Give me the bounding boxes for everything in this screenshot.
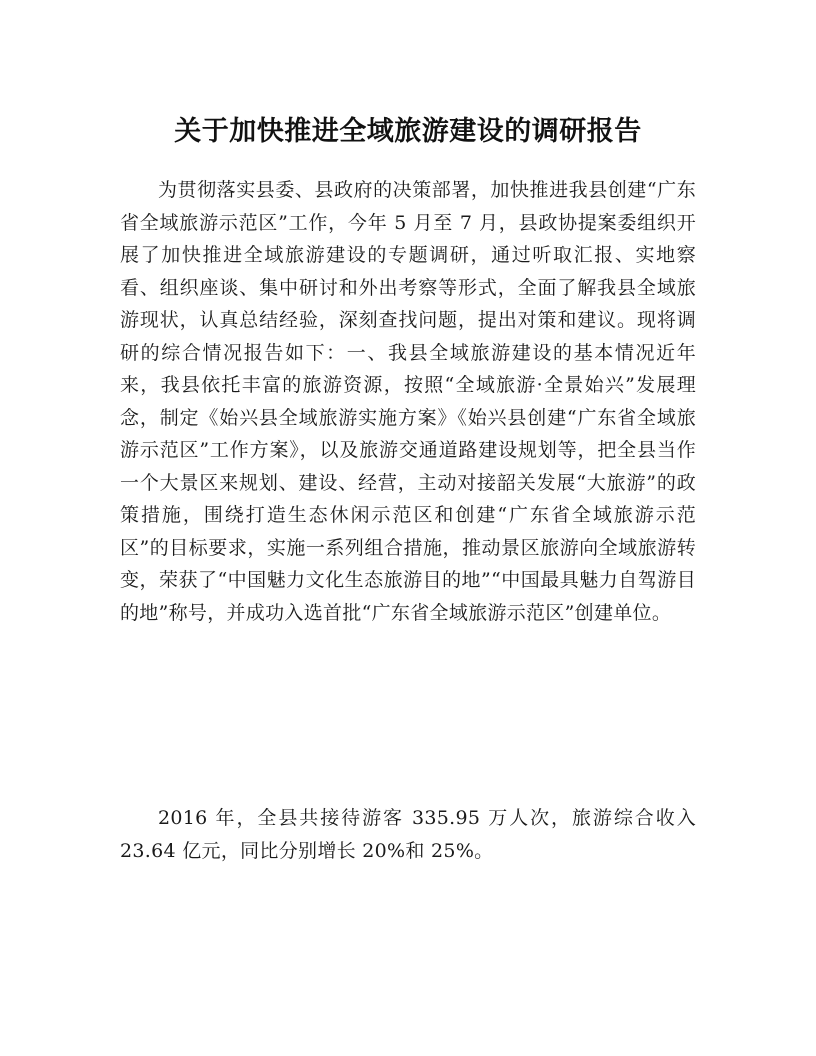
document-title: 关于加快推进全域旅游建设的调研报告 — [174, 116, 642, 147]
paragraph-statistics: 2016 年，全县共接待游客 335.95 万人次，旅游综合收入 23.64 亿元，同比分别增长 20%和 25%。 — [120, 807, 696, 862]
paragraph-intro: 为贯彻落实县委、县政府的决策部署，加快推进我县创建“广东省全域旅游示范区”工作，今年 5 月至 7 月，县政协提案委组织开展了加快推进全域旅游建设的专题调研，通过听取汇报、实地察看、组织座谈、集中研讨和外出考察等形式，全面了解我县全域旅游现状，认真总结经验，深刻查找问题，提出对策和建议。现将调研的综合情况报告如下：一、我县全域旅游建设的基本情况近年来，我县依托丰富的旅游资源，按照“全域旅游·全景始兴”发展理念，制定《始兴县全域旅游实施方案》《始兴县创建“广东省全域旅游示范区”工作方案》，以及旅游交通道路建设规划等，把全县当作一个大景区来规划、建设、经营，主动对接韶关发展“大旅游”的政策措施，围绕打造生态休闲示范区和创建“广东省全域旅游示范区”的目标要求，实施一系列组合措施，推动景区旅游向全域旅游转变，荣获了“中国魅力文化生态旅游目的地”“中国最具魅力自驾游目的地”称号，并成功入选首批“广东省全域旅游示范区”创建单位。 — [120, 179, 696, 624]
